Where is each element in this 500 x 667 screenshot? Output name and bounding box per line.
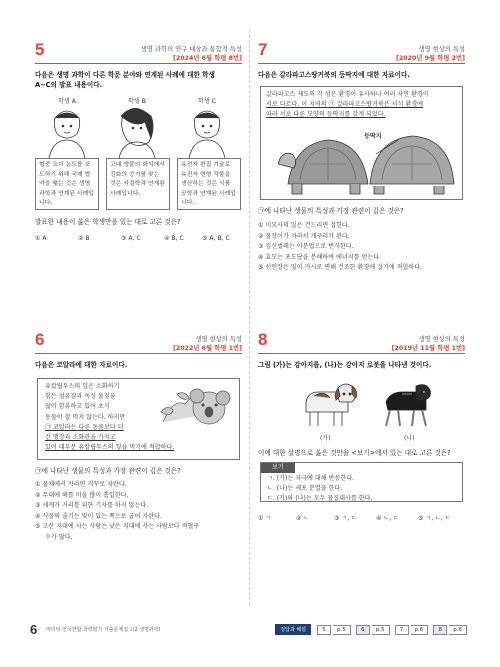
question-prompt: ㉠에 나타난 생물의 특성과 가장 관련이 깊은 것은? (258, 207, 404, 215)
answer-q7[interactable]: 7 (395, 625, 409, 635)
question-stem: 다음은 갈라파고스땅거북의 등딱지에 대한 자료이다. (258, 71, 410, 79)
question-number: 6 (35, 330, 45, 349)
answer-index (275, 624, 470, 635)
question-stem: 그림 (가)는 강아지를, (나)는 강아지 로봇을 나타낸 것이다. (258, 361, 432, 369)
bogi-title: 보기 (261, 463, 295, 473)
student-label: 학생 A (58, 98, 76, 105)
question-source: [2022년 6월 학평 1번] (172, 345, 242, 352)
question-6 (35, 330, 242, 560)
bogi-box (260, 462, 463, 502)
koala-illustration (159, 382, 237, 442)
choice-4[interactable]: ④ 식물의 줄기는 빛이 있는 쪽으로 굽어 자란다. (35, 512, 162, 520)
choice-3[interactable]: ③ A, C (121, 235, 141, 242)
student-c-statement: 유전자 편집 기술로 유전자 변형 작물을 생산하는 것은 식품 공학과 연계된 사례입니다. (177, 158, 241, 210)
header-rule (35, 63, 242, 64)
choice-4[interactable]: ④ 효모는 포도당을 분해하여 에너지를 얻는다. (258, 253, 382, 261)
question-number: 5 (35, 40, 45, 59)
column-divider (249, 30, 250, 605)
question-prompt: 발표한 내용이 옳은 학생만을 있는 대로 고른 것은? (35, 218, 181, 226)
book-title: 마더텅 전국연합 학력평가 기출문제집 고2 생명과학Ⅰ (46, 627, 161, 633)
question-8 (258, 330, 465, 530)
choice-2[interactable]: ② B (78, 235, 90, 242)
question-source: [2020년 9월 학평 2번] (395, 55, 465, 62)
answer-badge: 정답과 해설 (275, 624, 311, 635)
header-rule (35, 353, 242, 354)
choice-3[interactable]: ③ ㄱ, ㄷ (334, 515, 358, 522)
choice-3[interactable]: ③ 짚신벌레는 이분법으로 번식한다. (258, 243, 354, 251)
question-prompt: 이에 대한 설명으로 옳은 것만을 <보기>에서 있는 대로 고른 것은? (258, 449, 451, 457)
choice-list (35, 480, 199, 544)
choice-1[interactable]: ① 물체에서 자라면 거꾸로 자란다. (35, 481, 127, 488)
choice-5-cont: 수가 많다. (45, 533, 73, 541)
question-source: [2019년 11월 학평 1번] (391, 345, 465, 352)
header-rule (258, 353, 465, 354)
choice-5[interactable]: ⑤ ㄱ, ㄴ, ㄷ (418, 515, 451, 522)
answer-q8[interactable]: 8 (433, 625, 447, 635)
students-illustration (35, 104, 242, 158)
choice-2[interactable]: ② 물장이가 자라서 개구리가 된다. (258, 232, 350, 240)
question-7 (258, 40, 465, 285)
choice-2[interactable]: ② ㄴ (296, 515, 310, 522)
passage-text: 유칼립투스의 잎은 소화하기 힘든 섬유질과 독성 물질을 많이 함유하고 있어 초식 동물이 잘 먹지 않는다. 하지만 ㉠ 코알라는 다른 동물보다 더 긴 맹장과 소화관을 가지고 있어 대부분 유칼립투스의 잎을 먹기에 적합하다. (45, 383, 175, 452)
passage-text: 갈라파고스 제도의 각 섬은 환경이 유사하나 여러 자연 환경이 서로 다르다. 이 지역의 ㉠ 갈라파고스땅거북은 서식 환경에 따라 서로 다른 모양의 등딱지를 갖게 되었다. (266, 91, 429, 119)
dog-robot-illustration (298, 380, 438, 432)
question-stem: 다음은 생명 과학이 다른 학문 분야와 연계된 사례에 대한 학생 A~C의 발표 내용이다. (35, 71, 215, 89)
question-source: [2024년 6월 학평 8번] (172, 55, 242, 62)
question-prompt: ㉠에 나타난 생물의 특성과 가장 관련이 깊은 것은? (35, 467, 181, 475)
question-number: 7 (258, 40, 268, 59)
figure-label-shell: 등딱지 (364, 133, 382, 140)
page-number: 6 (30, 622, 38, 637)
choice-5[interactable]: ⑤ A, B, C (202, 235, 230, 242)
choice-4[interactable]: ④ B, C (164, 235, 184, 242)
choice-3[interactable]: ③ 세게가 거리를 위한 기자를 하지 않는다. (35, 502, 149, 510)
page-footer (30, 622, 470, 642)
choice-5[interactable]: ⑤ 고산 지대에 사는 사람은 낮은 지대에 사는 사람보다 적혈구 (35, 523, 200, 531)
header-rule (258, 63, 465, 64)
question-category: 생명 현상의 특성 (418, 46, 465, 53)
student-b-statement: 고대 생물의 화석에서 진화의 증거를 찾는 것은 지질학과 연계된 사례입니다. (106, 158, 170, 210)
bogi-list: ㄱ. (가)는 자극에 대해 반응한다. ㄴ. (나)는 세포 분열을 한다. ㄷ. (가)와 (나)는 모두 물질대사를 한다. (267, 475, 373, 503)
question-category: 생명 과학의 연구 대상과 통합적 특성 (140, 46, 242, 53)
choice-5[interactable]: ⑤ 선인장은 잎이 가시로 변해 건조한 환경에 살기에 적합하다. (258, 264, 423, 272)
question-number: 8 (258, 330, 268, 349)
answer-page: p.6 (411, 625, 429, 635)
figure-label-a: (가) (320, 435, 331, 442)
figure-label-b: (나) (404, 435, 415, 442)
question-stem: 다음은 코알라에 대한 자료이다. (35, 361, 128, 369)
choice-1[interactable]: ① ㄱ (258, 515, 272, 522)
question-5 (35, 40, 242, 245)
choice-list (258, 221, 422, 274)
choice-1[interactable]: ① 미모사의 잎은 건드리면 접힌다. (258, 222, 350, 229)
question-category: 생명 현상의 특성 (418, 336, 465, 343)
student-label: 학생 C (198, 98, 216, 105)
answer-page: p.5 (372, 625, 390, 635)
choice-1[interactable]: ① A (35, 235, 47, 242)
question-category: 생명 현상의 특성 (195, 336, 242, 343)
answer-page: p.6 (449, 625, 467, 635)
choice-4[interactable]: ④ ㄴ, ㄷ (376, 515, 400, 522)
student-label: 학생 B (128, 98, 146, 105)
answer-q5[interactable]: 5 (317, 625, 331, 635)
answer-page: p.5 (333, 625, 351, 635)
choice-2[interactable]: ② 무대에 해를 미울 많이 흡입한다. (35, 491, 129, 499)
answer-q6[interactable]: 6 (356, 625, 370, 635)
student-a-statement: 혈중 요더 농도를 포도하기 위해 국제 협약을 맺는 것은 생명 과학과 연계된 사례입니다. (35, 158, 99, 210)
